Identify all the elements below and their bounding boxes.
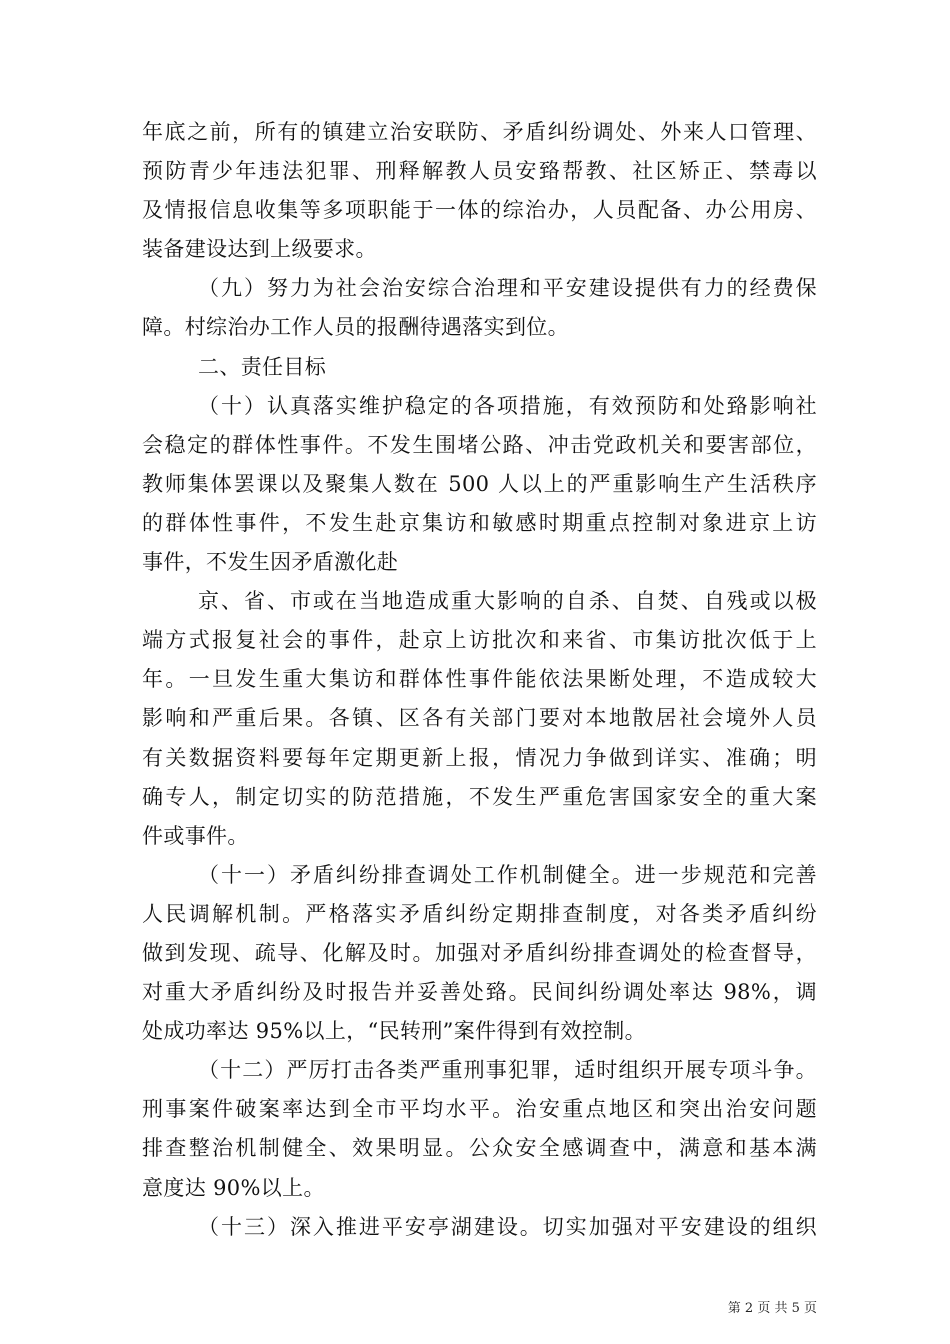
text-line: 年底之前，所有的镇建立治安联防、矛盾纠纷调处、外来人口管理、 — [142, 120, 817, 144]
text-line: 年。一旦发生重大集访和群体性事件能依法果断处理，不造成较大 — [142, 667, 817, 692]
text-line: 确专人，制定切实的防范措施，不发生严重危害国家安全的重大案 — [142, 784, 817, 809]
text-line: 件或事件。 — [142, 823, 249, 848]
section-heading: 二、责任目标 — [198, 354, 327, 379]
text-line: 刑事案件破案率达到全市平均水平。治安重点地区和突出治安问题 — [142, 1097, 817, 1122]
text-line: 预防青少年违法犯罪、刑释解教人员安臵帮教、社区矫正、禁毒以 — [142, 159, 817, 184]
text-line: 意度达 90%以上。 — [142, 1175, 325, 1200]
text-line: 排查整治机制健全、效果明显。公众安全感调查中，满意和基本满 — [142, 1136, 817, 1161]
text-line: 做到发现、疏导、化解及时。加强对矛盾纠纷排查调处的检查督导， — [142, 940, 817, 965]
document-body — [142, 113, 817, 1247]
text-line: 教师集体罢课以及聚集人数在 500 人以上的严重影响生产生活秩序 — [142, 471, 817, 496]
text-line: 人民调解机制。严格落实矛盾纠纷定期排查制度，对各类矛盾纠纷 — [142, 901, 817, 926]
text-line: （十三）深入推进平安亭湖建设。切实加强对平安建设的组织 — [198, 1214, 817, 1239]
text-line: 装备建设达到上级要求。 — [142, 237, 377, 262]
text-line: 京、省、市或在当地造成重大影响的自杀、自焚、自残或以极 — [198, 589, 817, 614]
text-line: 有关数据资料要每年定期更新上报，情况力争做到详实、准确；明 — [142, 745, 817, 770]
text-line: 对重大矛盾纠纷及时报告并妥善处臵。民间纠纷调处率达 98%，调 — [142, 980, 817, 1005]
text-line: 的群体性事件，不发生赴京集访和敏感时期重点控制对象进京上访 — [142, 510, 817, 535]
text-line: 及情报信息收集等多项职能于一体的综治办，人员配备、办公用房、 — [142, 198, 817, 223]
text-line: 处成功率达 95%以上，“民转刑”案件得到有效控制。 — [142, 1019, 646, 1044]
text-line: （十）认真落实维护稳定的各项措施，有效预防和处臵影响社 — [198, 393, 817, 418]
text-line: 障。村综治办工作人员的报酬待遇落实到位。 — [142, 315, 569, 340]
text-line: 事件，不发生因矛盾激化赴 — [142, 550, 399, 575]
text-line: 端方式报复社会的事件，赴京上访批次和来省、市集访批次低于上 — [142, 628, 817, 653]
text-line: 影响和严重后果。各镇、区各有关部门要对本地散居社会境外人员 — [142, 706, 817, 731]
text-line: 会稳定的群体性事件。不发生围堵公路、冲击党政机关和要害部位， — [142, 432, 817, 457]
text-line: （十二）严厉打击各类严重刑事犯罪，适时组织开展专项斗争。 — [198, 1058, 817, 1083]
text-line: （九）努力为社会治安综合治理和平安建设提供有力的经费保 — [198, 276, 817, 301]
text-line: （十一）矛盾纠纷排查调处工作机制健全。进一步规范和完善 — [198, 862, 817, 887]
page-number: 第 2 页 共 5 页 — [727, 1301, 817, 1316]
